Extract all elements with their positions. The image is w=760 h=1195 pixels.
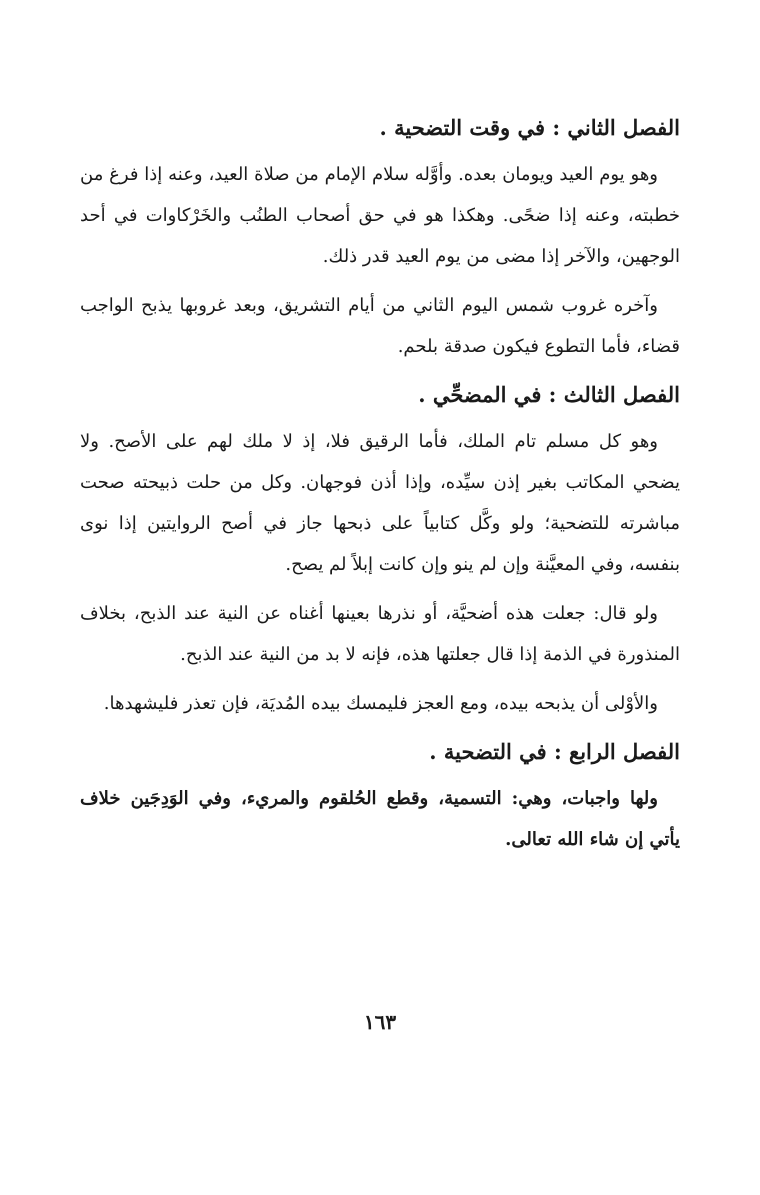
paragraph: والأوْلى أن يذبحه بيده، ومع العجز فليمسك بيده المُديَة، فإن تعذر فليشهدها. bbox=[103, 693, 658, 714]
section-time-of-sacrifice bbox=[80, 108, 680, 367]
paragraph: ولو قال: جعلت هذه أضحيَّة، أو نذرها بعينها أغناه عن النية عند الذبح، بخلاف المنذورة في الذمة إذا قال جعلتها هذه، فإنه لا بد من النية عند الذبح. bbox=[80, 603, 680, 665]
section-the-sacrifice bbox=[80, 732, 680, 860]
section-heading: الفصل الثالث : في المضحِّي . bbox=[418, 382, 680, 407]
section-heading: الفصل الثاني : في وقت التضحية . bbox=[379, 115, 680, 140]
paragraph: ولها واجبات، وهي: التسمية، وقطع الحُلقوم والمريء، وفي الوَدِجَين خلاف يأتي إن شاء الله تعالى. bbox=[80, 788, 680, 850]
document-page bbox=[80, 108, 680, 868]
section-the-sacrificer bbox=[80, 375, 680, 724]
section-heading: الفصل الرابع : في التضحية . bbox=[429, 739, 680, 764]
paragraph: وآخره غروب شمس اليوم الثاني من أيام التشريق، وبعد غروبها يذبح الواجب قضاء، فأما التطوع فيكون صدقة بلحم. bbox=[80, 295, 680, 357]
paragraph: وهو يوم العيد ويومان بعده. وأوَّله سلام الإمام من صلاة العيد، وعنه إذا فرغ من خطبته، وعنه إذا ضحًى. وهكذا هو في حق أصحاب الطنُب والخَرْكاوات في أحد الوجهين، والآخر إذا مضى من يوم العيد قدر ذلك. bbox=[80, 164, 680, 267]
paragraph: وهو كل مسلم تام الملك، فأما الرقيق فلا، إذ لا ملك لهم على الأصح. ولا يضحي المكاتب بغير إذن سيِّده، وإذا أذن فوجهان. وكل من حلت ذبيحته صحت مباشرته للتضحية؛ ولو وكَّل كتابياً على ذبحها جاز في أصح الروايتين إذا نوى بنفسه، وفي المعيَّنة وإن لم ينو وإن كانت إبلاً لم يصح. bbox=[80, 431, 680, 575]
page-number: ١٦٣ bbox=[363, 1010, 397, 1034]
